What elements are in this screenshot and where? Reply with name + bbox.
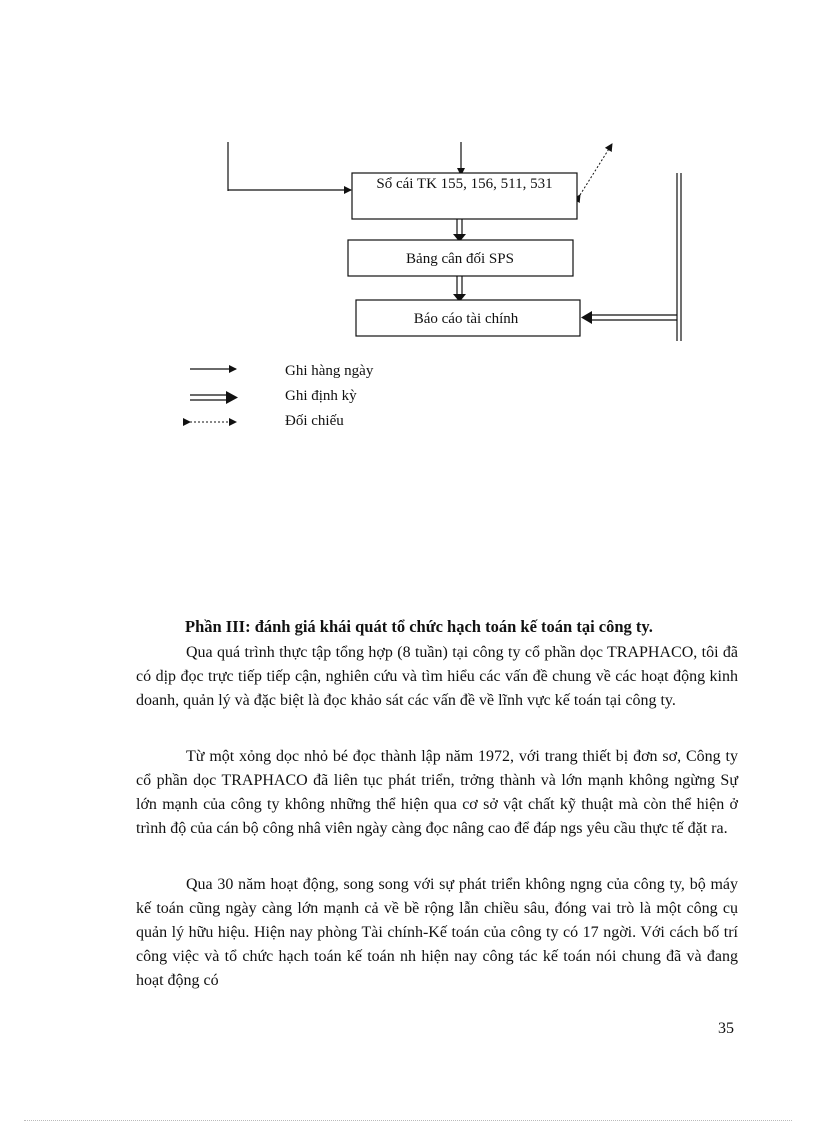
compare-dotted-arrow	[580, 144, 612, 195]
legend-periodic-label: Ghi định kỳ	[285, 388, 357, 404]
paragraph-1: Qua quá trình thực tập tổng hợp (8 tuần) tại công ty cổ phần dọc TRAPHACO, tôi đã có dịp đọc trực tiếp tiếp cận, nghiên cứu và tìm hiểu các vấn đề chung về các hoạt động kinh doanh, quản lý và đặc biệt là đọc khảo sát các vấn đề về lĩnh vực kế toán tại công ty.	[136, 644, 738, 709]
paragraph-3: Qua 30 năm hoạt động, song song với sự phát triển không ngng của công ty, bộ máy kế toán cũng ngày càng lớn mạnh cả về bề rộng lẫn chiều sâu, đóng vai trò là một công cụ quản lý hữu hiệu. Hiện nay phòng Tài chính-Kế toán của công ty có 17 ngời. Với cách bố trí công việc và tổ chức hạch toán kế toán nh hiện nay công tác kế toán nói chung đã và đang hoạt động có	[136, 876, 738, 989]
paragraph-2: Từ một xỏng dọc nhỏ bé đọc thành lập năm 1972, với trang thiết bị đơn sơ, Công ty cổ phần dọc TRAPHACO đã liên tục phát triển, trởng thành và lớn mạnh không ngừng Sự lớn mạnh của công ty không những thể hiện qua cơ sở vật chất kỹ thuật mà còn thể hiện ở trình độ của cán bộ công nhâ viên ngày càng đọc nâng cao để đáp ngs yêu cầu thực tế đặt ra.	[136, 748, 738, 837]
accounting-flow-diagram	[0, 0, 816, 460]
ledger-box-label: Sổ cái TK 155, 156, 511, 531	[376, 176, 553, 192]
footer-divider	[24, 1120, 792, 1121]
balance-box-label: Bảng cân đối SPS	[406, 251, 514, 267]
section-heading: Phần III: đánh giá khái quát tổ chức hạch toán kế toán tại công ty.	[185, 617, 653, 636]
report-box-label: Báo cáo tài chính	[413, 311, 519, 327]
legend-daily-label: Ghi hàng ngày	[285, 363, 374, 379]
page-number: 35	[718, 1020, 734, 1037]
legend-compare-label: Đối chiếu	[285, 413, 344, 429]
right-to-report-double-arrow	[581, 311, 592, 324]
legend-periodic-arrow	[226, 391, 238, 404]
